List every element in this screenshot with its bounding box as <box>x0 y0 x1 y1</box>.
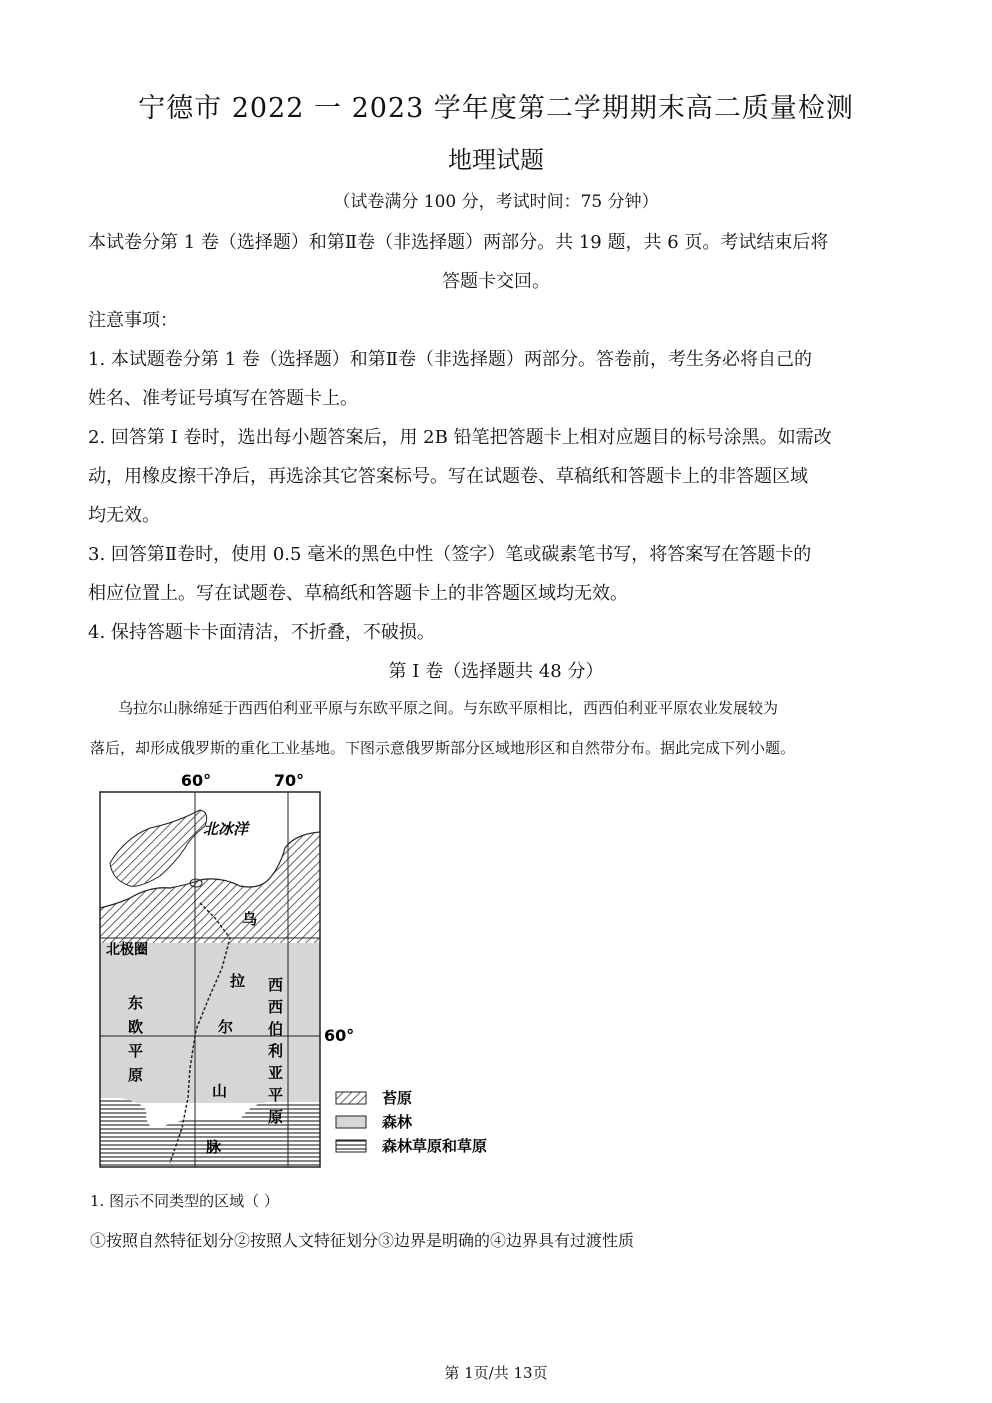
legend-swatch-tundra <box>336 1092 366 1104</box>
russia-region-map <box>90 768 520 1178</box>
notes-line: 姓名、准考证号填写在答题卡上。 <box>88 388 358 409</box>
notes-line: 动，用橡皮擦干净后，再选涂其它答案标号。写在试题卷、草稿纸和答题卡上的非答题区域 <box>88 466 808 487</box>
west-siberia-char: 亚 <box>268 1064 284 1082</box>
intro-line-2: 答题卡交回。 <box>442 271 550 292</box>
west-siberia-char: 西 <box>268 976 284 994</box>
section-title: 第 I 卷（选择题共 48 分） <box>388 661 604 682</box>
ural-char: 乌 <box>242 910 258 928</box>
legend-swatch-forest <box>336 1116 366 1128</box>
notes-heading: 注意事项： <box>88 310 178 331</box>
question-1-options: ①按照自然特征划分②按照人文特征划分③边界是明确的④边界具有过渡性质 <box>90 1231 635 1250</box>
east-europe-char: 欧 <box>128 1018 144 1036</box>
legend-swatch-steppe <box>336 1140 366 1152</box>
lon-60-label: 60° <box>180 771 212 790</box>
notes-line: 4. 保持答题卡卡面清洁，不折叠，不破损。 <box>88 622 435 643</box>
west-siberia-char: 利 <box>268 1042 284 1060</box>
document-title: 宁德市 2022 一 2023 学年度第二学期期末高二质量检测 <box>138 93 854 124</box>
ural-char: 脉 <box>206 1138 222 1156</box>
document-subtitle: 地理试题 <box>448 146 544 174</box>
passage-line-2: 落后，却形成俄罗斯的重化工业基地。下图示意俄罗斯部分区域地形区和自然带分布。据此完成下列小题。 <box>90 739 796 757</box>
notes-line: 均无效。 <box>88 505 160 526</box>
west-siberia-char: 平 <box>268 1086 284 1104</box>
west-siberia-char: 原 <box>268 1108 284 1126</box>
notes-line: 2. 回答第 I 卷时，选出每小题答案后，用 2B 铅笔把答题卡上相对应题目的标号涂黑。如需改 <box>88 427 832 448</box>
arctic-circle-label: 北极圈 <box>106 942 148 958</box>
lat-60-label: 60° <box>324 1026 355 1045</box>
notes-line: 3. 回答第Ⅱ卷时，使用 0.5 毫米的黑色中性（签字）笔或碳素笔书写，将答案写在答题卡的 <box>88 544 812 565</box>
notes-line: 1. 本试题卷分第 1 卷（选择题）和第Ⅱ卷（非选择题）两部分。答卷前，考生务必将自己的 <box>88 349 813 370</box>
notes-line: 相应位置上。写在试题卷、草稿纸和答题卡上的非答题区域均无效。 <box>88 583 628 604</box>
question-1-stem: 1. 图示不同类型的区域（ ） <box>90 1192 279 1210</box>
ural-char: 山 <box>212 1082 228 1100</box>
east-europe-char: 原 <box>128 1066 144 1084</box>
legend-label: 森林 <box>382 1113 413 1131</box>
legend-label: 苔原 <box>382 1089 413 1107</box>
legend-label: 森林草原和草原 <box>382 1137 488 1155</box>
intro-line-1: 本试卷分第 1 卷（选择题）和第Ⅱ卷（非选择题）两部分。共 19 题，共 6 页。考试结束后将 <box>88 232 829 253</box>
exam-info: （试卷满分 100 分，考试时间：75 分钟） <box>333 192 659 212</box>
east-europe-char: 平 <box>128 1042 144 1060</box>
east-europe-char: 东 <box>128 994 144 1012</box>
page-number: 第 1页/共 13页 <box>444 1364 548 1382</box>
west-siberia-char: 伯 <box>268 1020 284 1038</box>
ural-char: 尔 <box>218 1018 234 1036</box>
passage-line-1: 乌拉尔山脉绵延于西西伯利亚平原与东欧平原之间。与东欧平原相比，西西伯利亚平原农业发展较为 <box>118 699 779 717</box>
ocean-label: 北冰洋 <box>203 820 249 838</box>
lon-70-label: 70° <box>273 771 305 790</box>
ural-char: 拉 <box>230 972 246 990</box>
west-siberia-char: 西 <box>268 998 284 1016</box>
